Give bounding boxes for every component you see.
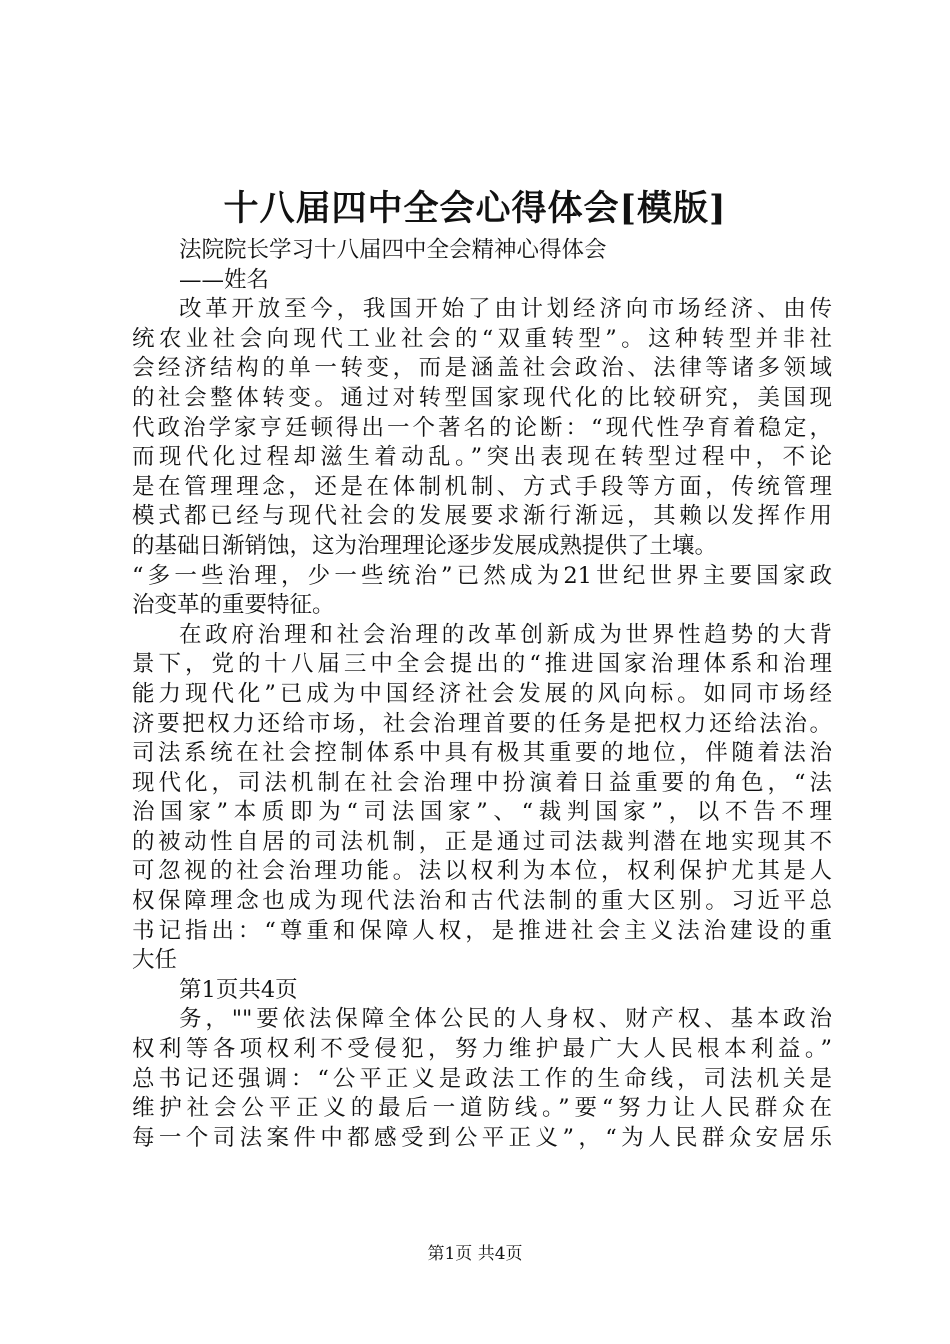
paragraph-line: 代政治学家亨廷顿得出一个著名的论断：“现代性孕育着稳定，: [132, 414, 832, 441]
paragraph-line: 是在管理理念，还是在体制机制、方式手段等方面，传统管理: [132, 473, 832, 500]
paragraph-line: 权保障理念也成为现代法治和古代法制的重大区别。习近平总: [132, 888, 832, 915]
paragraph-line: 济要把权力还给市场，社会治理首要的任务是把权力还给法治。: [132, 710, 832, 737]
paragraph-line: 的被动性自居的司法机制，正是通过司法裁判潜在地实现其不: [132, 828, 832, 855]
paragraph-line: 书记指出：“尊重和保障人权，是推进社会主义法治建设的重: [132, 917, 832, 944]
paragraph-line: “多一些治理，少一些统治”已然成为21世纪世界主要国家政: [132, 562, 832, 589]
paragraph-line: 维护社会公平正义的最后一道防线。”要“努力让人民群众在: [132, 1095, 832, 1122]
paragraph-1: [132, 295, 832, 621]
paragraph-line: 司法系统在社会控制体系中具有极其重要的地位，伴随着法治: [132, 740, 832, 767]
paragraph-line: 治国家”本质即为“司法国家”、“裁判国家”，以不告不理: [132, 799, 832, 826]
inline-page-marker: 第1页共4页: [179, 976, 298, 1003]
paragraph-line: 的基础日渐销蚀，这为治理理论逐步发展成熟提供了土壤。: [132, 532, 718, 559]
document-subtitle: 法院院长学习十八届四中全会精神心得体会: [179, 237, 607, 263]
paragraph-3: [132, 1005, 832, 1153]
paragraph-line: 景下，党的十八届三中全会提出的“推进国家治理体系和治理: [132, 651, 832, 678]
paragraph-line: 在政府治理和社会治理的改革创新成为世界性趋势的大背: [179, 621, 832, 648]
paragraph-2: [132, 621, 832, 976]
paragraph-line: 总书记还强调：“公平正义是政法工作的生命线，司法机关是: [132, 1065, 832, 1092]
paragraph-line: 改革开放至今，我国开始了由计划经济向市场经济、由传: [179, 296, 832, 323]
paragraph-line: 每一个司法案件中都感受到公平正义”，“为人民群众安居乐: [132, 1124, 832, 1151]
document-title: 十八届四中全会心得体会[模版]: [223, 188, 727, 229]
document-author: ——姓名: [179, 266, 270, 293]
page-footer: 第1页 共4页: [427, 1244, 523, 1264]
paragraph-line: 能力现代化”已成为中国经济社会发展的风向标。如同市场经: [132, 680, 832, 707]
paragraph-line: 务，""要依法保障全体公民的人身权、财产权、基本政治: [179, 1006, 832, 1033]
paragraph-line: 治变革的重要特征。: [132, 592, 335, 619]
paragraph-line: 统农业社会向现代工业社会的“双重转型”。这种转型并非社: [132, 325, 832, 352]
paragraph-line: 会经济结构的单一转变，而是涵盖社会政治、法律等诸多领域: [132, 355, 832, 382]
paragraph-line: 的社会整体转变。通过对转型国家现代化的比较研究，美国现: [132, 384, 832, 411]
paragraph-line: 大任: [132, 947, 178, 974]
paragraph-line: 而现代化过程却滋生着动乱。”突出表现在转型过程中，不论: [132, 444, 832, 471]
paragraph-line: 现代化，司法机制在社会治理中扮演着日益重要的角色，“法: [132, 769, 832, 796]
paragraph-line: 可忽视的社会治理功能。法以权利为本位，权利保护尤其是人: [132, 858, 832, 885]
paragraph-line: 权利等各项权利不受侵犯，努力维护最广大人民根本利益。”: [132, 1036, 832, 1063]
document-body: [132, 236, 832, 1153]
paragraph-line: 模式都已经与现代社会的发展要求渐行渐远，其赖以发挥作用: [132, 503, 832, 530]
